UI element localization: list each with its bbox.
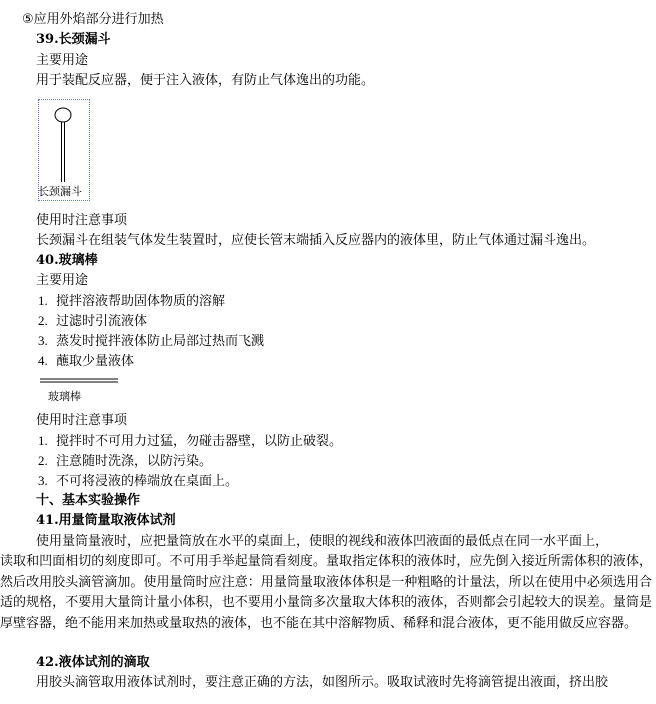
- list-item: 2. 过滤时引流液体: [38, 313, 148, 329]
- section-39-use-title: 主要用途: [36, 53, 89, 68]
- list-item: 3. 蒸发时搅拌液体防止局部过热而飞溅: [38, 333, 265, 349]
- section-39-use-text: 用于装配反应器，便于注入液体，有防止气体逸出的功能。: [36, 73, 375, 88]
- section-41-paragraph: 读取和凹面相切的刻度即可。不可用手举起量筒看刻度。量取指定体积的液体时，应先倒入接近所需体积的液体，然后改用胶头滴管滴加。使用量筒时应注意：用量筒量取液体体积是一种粗略的计量法，所以在使用中必须选用合适的规格，不要用大量筒计量小体积，也不要用小量筒多次量取大体积的液体，否则都会引起较大的误差。量筒是厚壁容器，绝不能用来加热或量取热的液体，也不能在其中溶解物质、稀释和混合液体，更不能用做反应容器。: [0, 554, 652, 631]
- long-neck-funnel-caption: 长颈漏斗: [38, 185, 82, 198]
- section-40-note-title: 使用时注意事项: [36, 413, 128, 428]
- list-item: 1. 搅拌时不可用力过猛，勿碰击器壁，以防止破裂。: [38, 433, 343, 449]
- heating-tip-line: ⑤应用外焰部分进行加热: [22, 12, 164, 27]
- section-41-heading: 41.用量筒量取液体试剂: [36, 513, 176, 528]
- section-42-paragraph: 用胶头滴管取用液体试剂时，要注意正确的方法，如图所示。吸取试液时先将滴管提出液面，挤出胶: [36, 675, 609, 690]
- list-item: 3. 不可将浸液的棒端放在桌面上。: [38, 473, 239, 489]
- section-39-note-text: 长颈漏斗在组装气体发生装置时，应使长管末端插入反应器内的液体里，防止气体通过漏斗逸出。: [36, 233, 596, 248]
- section-ten-heading: 十、基本实验操作: [36, 493, 141, 508]
- glass-rod-icon: [38, 377, 120, 385]
- section-39-note-title: 使用时注意事项: [36, 213, 128, 228]
- section-40-use-title: 主要用途: [36, 273, 89, 288]
- section-39-heading: 39.长颈漏斗: [36, 32, 111, 47]
- list-item: 1. 搅拌溶液帮助固体物质的溶解: [38, 293, 226, 309]
- section-40-heading: 40.玻璃棒: [36, 253, 98, 268]
- section-42-heading: 42.液体试剂的滴取: [36, 655, 150, 670]
- list-item: 2. 注意随时洗涤，以防污染。: [38, 453, 213, 469]
- list-item: 4. 蘸取少量液体: [38, 353, 135, 369]
- section-41-para-first-line: 使用量筒量液时，应把量筒放在水平的桌面上，使眼的视线和液体凹液面的最低点在同一水平面上，: [36, 534, 609, 549]
- glass-rod-caption: 玻璃棒: [48, 390, 81, 403]
